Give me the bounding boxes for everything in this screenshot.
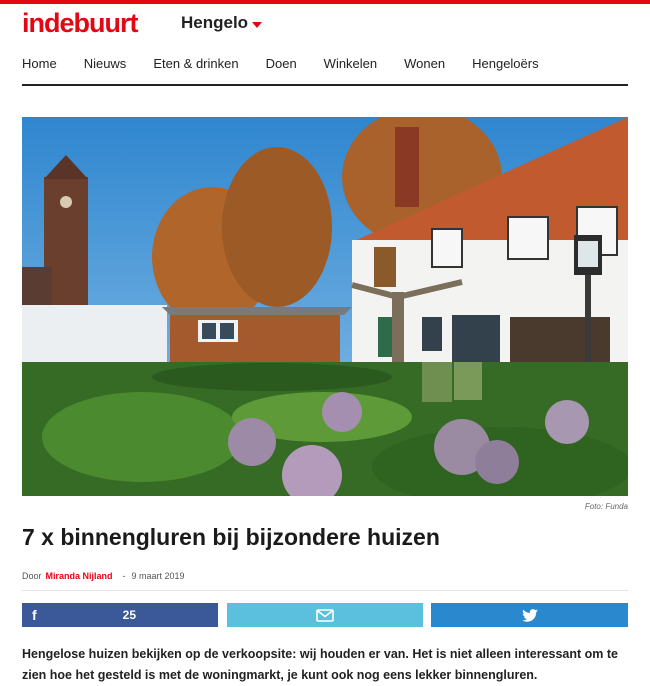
facebook-icon: f: [32, 607, 37, 623]
hero-photo-illustration: [22, 117, 628, 496]
chevron-down-icon: [252, 22, 262, 28]
city-name: Hengelo: [181, 13, 249, 32]
author-link[interactable]: Miranda Nijland: [45, 571, 113, 581]
mail-share-button[interactable]: [227, 603, 423, 627]
top-accent-bar: [0, 0, 650, 4]
nav-item-wonen[interactable]: Wonen: [404, 56, 446, 71]
article-date: 9 maart 2019: [131, 571, 185, 581]
byline-divider: [22, 590, 628, 591]
byline: [22, 571, 185, 581]
mail-icon: [316, 609, 334, 622]
hero-image: [22, 117, 628, 496]
logo-text: indebuurt: [22, 7, 138, 38]
nav-item-winkelen[interactable]: Winkelen: [323, 56, 378, 71]
nav-divider: [22, 84, 628, 86]
site-logo[interactable]: [22, 8, 137, 38]
main-nav: [22, 56, 566, 71]
city-selector[interactable]: [181, 13, 262, 33]
facebook-share-button[interactable]: [22, 603, 218, 627]
article-intro: Hengelose huizen bekijken op de verkoopsite: wij houden er van. Het is niet alleen interessant om te zien hoe het gesteld is met de woningmarkt, je kunt ook nog eens lekker binnengluren.: [22, 647, 618, 682]
byline-separator: -: [122, 571, 126, 581]
nav-item-eten-drinken[interactable]: Eten & drinken: [153, 56, 239, 71]
byline-prefix: Door: [22, 571, 42, 581]
photo-credit: Foto: Funda: [584, 502, 628, 511]
nav-item-hengeloers[interactable]: Hengeloërs: [472, 56, 539, 71]
facebook-share-count: 25: [122, 608, 137, 622]
nav-item-nieuws[interactable]: Nieuws: [83, 56, 127, 71]
article-title: 7 x binnengluren bij bijzondere huizen: [22, 524, 440, 550]
nav-item-home[interactable]: Home: [22, 56, 57, 71]
twitter-share-button[interactable]: [431, 603, 628, 627]
nav-item-doen[interactable]: Doen: [265, 56, 297, 71]
twitter-icon: [522, 609, 538, 622]
